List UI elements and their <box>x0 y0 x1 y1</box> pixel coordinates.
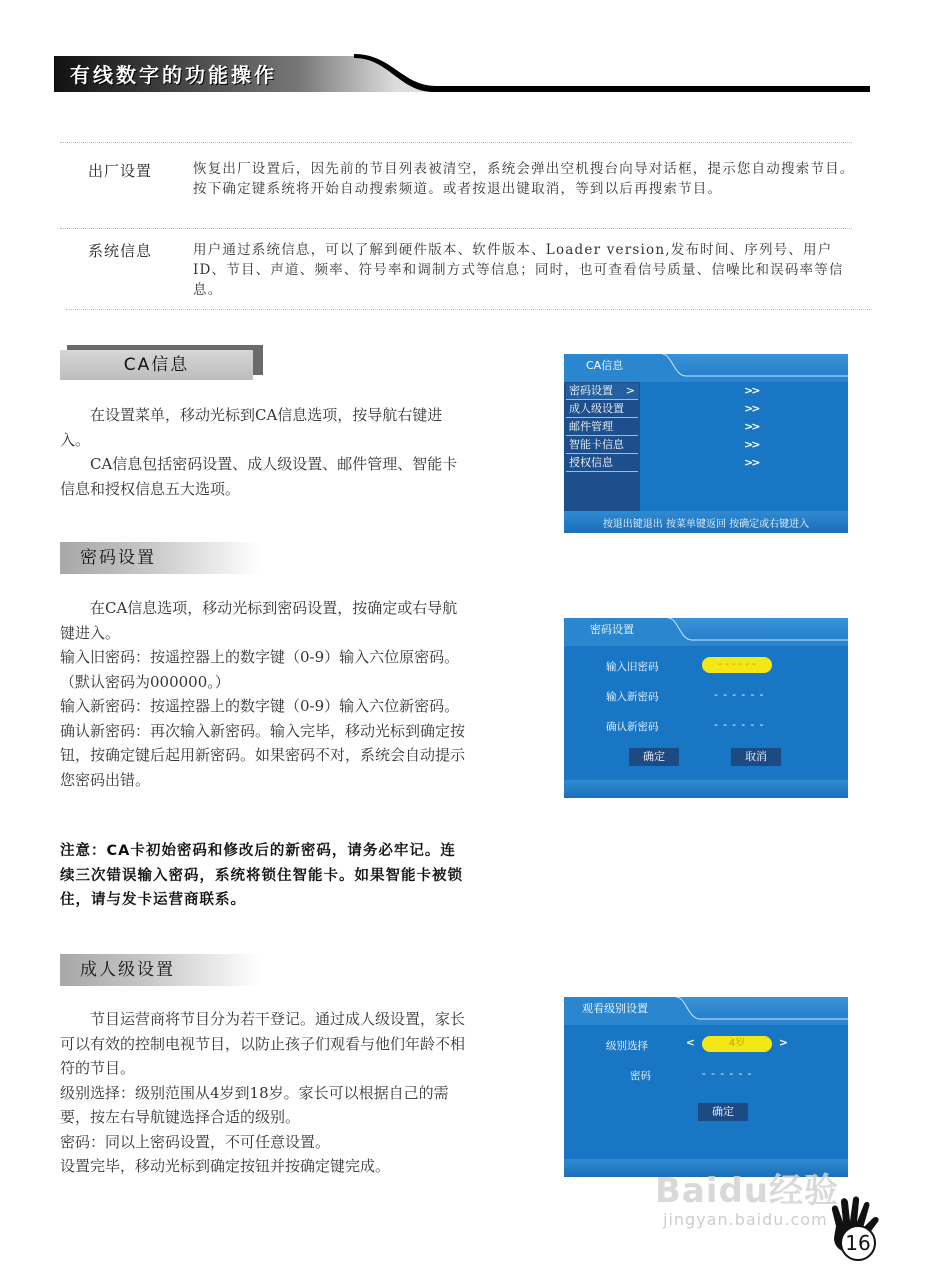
new-password-input[interactable]: - - - - - - <box>714 689 765 701</box>
divider <box>66 309 872 310</box>
adult-line-4: 设置完毕，移动光标到确定按钮并按确定键完成。 <box>60 1157 391 1175</box>
ca-para-2: CA信息包括密码设置、成人级设置、邮件管理、智能卡信息和授权信息五大选项。 <box>60 455 458 498</box>
old-password-input[interactable]: - - - - - - <box>702 657 772 673</box>
divider <box>60 142 852 143</box>
ca-menu-screen <box>564 354 848 533</box>
new-password-label: 输入新密码 <box>606 691 659 703</box>
divider <box>566 435 638 436</box>
double-chevron-icon: >> <box>744 384 759 397</box>
divider <box>566 417 638 418</box>
password-line-2: 输入旧密码：按遥控器上的数字键（0-9）输入六位原密码。（默认密码为000000。） <box>60 648 460 691</box>
double-chevron-icon: >> <box>744 420 759 433</box>
divider <box>566 453 638 454</box>
password-description <box>60 596 465 792</box>
password-note: 注意：CA卡初始密码和修改后的新密码，请务必牢记。连续三次错误输入密码，系统将锁住智能卡。如果智能卡被锁住，请与发卡运营商联系。 <box>60 843 463 908</box>
ok-button[interactable]: 确定 <box>629 748 679 766</box>
section-heading-adult: 成人级设置 <box>60 954 260 986</box>
adult-line-3: 密码：同以上密码设置，不可任意设置。 <box>60 1132 331 1151</box>
chevron-left-icon[interactable]: < <box>686 1037 695 1049</box>
level-select-label: 级别选择 <box>606 1040 648 1052</box>
section-heading-ca: CA信息 <box>60 350 253 380</box>
double-chevron-icon: >> <box>744 456 759 469</box>
watermark-brand: Baidu经验 <box>655 1171 840 1211</box>
screen-footer-hint: 按退出键退出 按菜单键返回 按确定或右键进入 <box>602 519 810 530</box>
divider <box>566 471 638 472</box>
divider <box>60 228 852 229</box>
menu-item-password[interactable] <box>566 383 639 399</box>
double-chevron-icon: >> <box>744 438 759 451</box>
screen-tab-title: 观看级别设置 <box>582 1002 648 1015</box>
ca-para-1: 在设置菜单，移动光标到CA信息选项，按导航右键进入。 <box>60 406 443 449</box>
row-text-factory-reset: 恢复出厂设置后，因先前的节目列表被清空，系统会弹出空机搜台向导对话框，提示您自动搜索节目。按下确定键系统将开始自动搜索频道。或者按退出键取消，等到以后再搜索节目。 <box>193 161 855 197</box>
password-line-1: 在CA信息选项，移动光标到密码设置，按确定或右导航键进入。 <box>60 599 458 642</box>
adult-line-1: 节目运营商将节目分为若干登记。通过成人级设置，家长可以有效的控制电视节目，以防止孩子们观看与他们年龄不相符的节目。 <box>60 1010 466 1077</box>
menu-item-authorization[interactable]: 授权信息 <box>566 455 639 471</box>
adult-level-screen <box>564 997 848 1177</box>
level-select-value[interactable]: 4岁 <box>702 1036 772 1052</box>
menu-item-adult-level[interactable]: 成人级设置 <box>566 401 639 417</box>
password-screen <box>564 618 848 798</box>
chevron-right-icon: > <box>625 384 635 397</box>
section-heading-password: 密码设置 <box>60 542 260 574</box>
page-number: 16 <box>840 1225 876 1261</box>
password-label: 密码 <box>630 1070 651 1082</box>
ca-description <box>60 403 470 501</box>
screen-tab-title: CA信息 <box>586 359 624 372</box>
double-chevron-icon: >> <box>744 402 759 415</box>
chevron-right-icon[interactable]: > <box>779 1037 788 1049</box>
password-line-4: 确认新密码：再次输入新密码。输入完毕，移动光标到确定按钮，按确定键后起用新密码。如果密码不对，系统会自动提示您密码出错。 <box>60 721 466 789</box>
password-line-3: 输入新密码：按遥控器上的数字键（0-9）输入六位新密码。 <box>60 697 460 715</box>
screen-tab-title: 密码设置 <box>590 623 634 636</box>
confirm-password-label: 确认新密码 <box>606 721 659 733</box>
row-label-factory-reset: 出厂设置 <box>88 162 153 180</box>
ok-button[interactable]: 确定 <box>698 1103 748 1121</box>
password-input[interactable]: - - - - - - <box>702 1068 753 1080</box>
divider <box>566 399 638 400</box>
page-title: 有线数字的功能操作 <box>70 63 277 87</box>
menu-item-mail[interactable]: 邮件管理 <box>566 419 639 435</box>
menu-item-smartcard[interactable]: 智能卡信息 <box>566 437 639 453</box>
watermark-url: jingyan.baidu.com <box>663 1210 828 1229</box>
row-label-system-info: 系统信息 <box>88 242 153 260</box>
adult-line-2: 级别选择：级别范围从4岁到18岁。家长可以根据自己的需要，按左右导航键选择合适的级别。 <box>60 1083 449 1126</box>
old-password-label: 输入旧密码 <box>606 661 659 673</box>
row-text-system-info: 用户通过系统信息，可以了解到硬件版本、软件版本、Loader version,发布时间、序列号、用户ID、节目、声道、频率、符号率和调制方式等信息；同时，也可查看信号质量、信噪比和误码率等信息。 <box>193 242 844 298</box>
cancel-button[interactable]: 取消 <box>731 748 781 766</box>
menu-item-label: 密码设置 <box>569 384 613 397</box>
confirm-password-input[interactable]: - - - - - - <box>714 719 765 731</box>
screen-footer <box>564 780 848 798</box>
adult-description <box>60 1007 465 1179</box>
